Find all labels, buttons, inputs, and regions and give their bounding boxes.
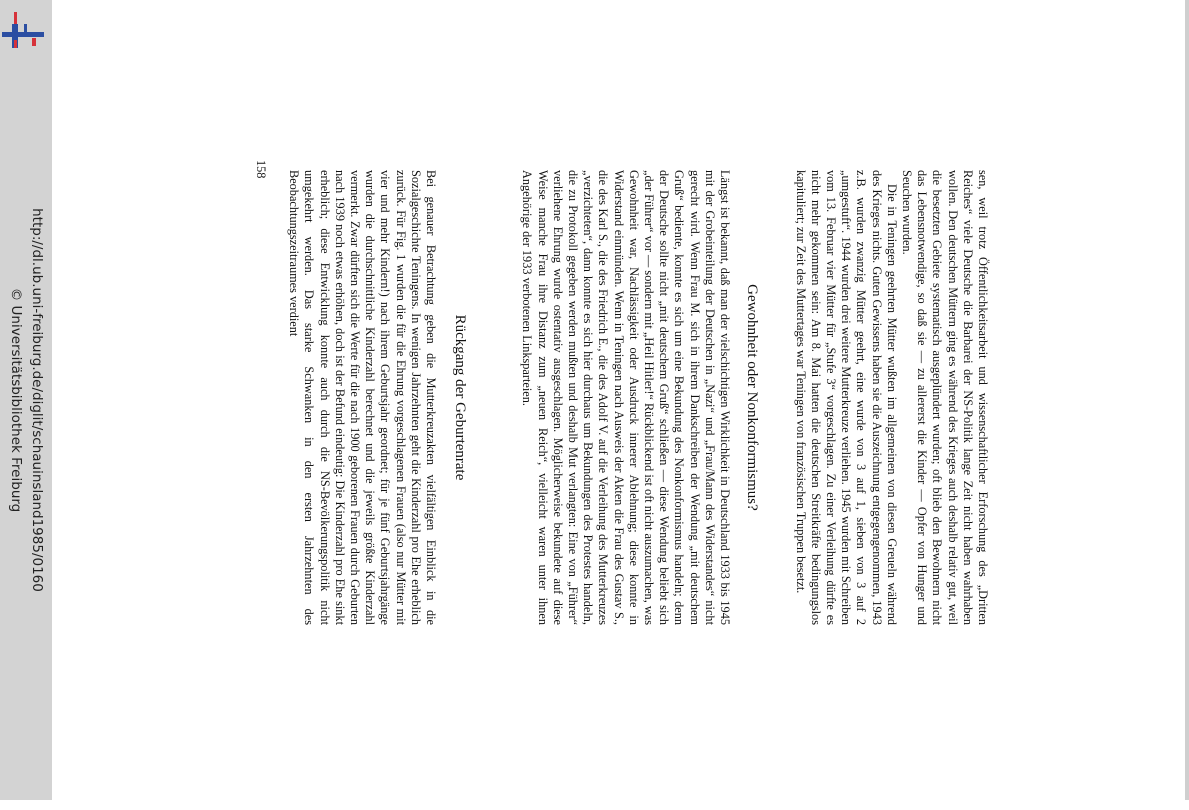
copyright-notice: © Universitätsbibliothek Freiburg bbox=[8, 287, 24, 513]
right-edge-border bbox=[1185, 0, 1189, 800]
scanned-page bbox=[250, 160, 990, 810]
paragraph: Längst ist bekannt, daß man der vielschichtigen Wirklichkeit in Deutschland 1933 bis 1945 mit der Grobeinteilung der Deutschen in „Nazi“ und „Frau/Mann des Widerstandes“ nicht gerecht wird. Wenn Frau M. sich in ihrem Dankschreiben der Wendung „mit deutschem Gruß“ bediente, konnte es sich um eine Bekundung des Nonkonformismus handeln; denn der Deutsche sollte nicht „mit deutschem Gruß“ schließen — diese Wendung beliebt sich „der Führer“ vor — sondern mit „Heil Hitler!“ Rückblickend ist oft nicht auszumachen, was Gewohnheit war, Nachlässigkeit oder Ausdruck innerer Ablehnung; diese konnte in Widerstand einmünden. Wenn in Teningen nach Ausweis der Akten die Frau des Gustav S., die des Karl S., die des Friedrich E., die des Adolf V. auf die Verleihung des Mutterkreuzes „verzichteten“, dann konnte es sich hier durchaus um Bekundungen des Protestes handeln, die zu Protokoll gegeben werden mußten und deshalb Mut verlangten: Eine von „Führer“ verliehene Ehrung wurde ostentativ ausgeschlagen. Möglicherweise bekundete auf diese Weise manche Frau ihre Distanz zum „neuen Reich“, vielleicht waren unter ihnen Angehörige der 1933 verbotenen Linksparteien. bbox=[520, 170, 732, 625]
section-heading-gewohnheit: Gewohnheit oder Nonkonformismus? bbox=[744, 284, 760, 511]
text-block-intro bbox=[792, 170, 990, 625]
text-block-gewohnheit bbox=[519, 170, 732, 625]
text-block-geburtenrate bbox=[286, 170, 438, 625]
paragraph: Bei genauer Betrachtung geben die Mutterkreuzakten vielfältigen Einblick in die Sozialgeschichte Teningens. In wenigen Jahrzehnten geht die Kinderzahl pro Ehe erheblich zurück. Für Fig. 1 wurden die für die Ehrung vorgeschlagenen Frauen (also nur Mütter mit vier und mehr Kindern!) nach ihrem Geburtsjahr geordnet; für je fünf Geburtsjahrgänge wurden die durchschnittliche Kinderzahl berechnet und die jeweils größte Kinderzahl vermerkt. Zwar dürften sich die Werte für die nach 1900 geborenen Frauen durch Geburten nach 1939 noch etwas erhöhen, doch ist der Befund eindeutig: Die Kinderzahl pro Ehe sinkt erheblich; diese Entwicklung konnte auch durch die NS-Bevölkerungspolitik nicht umgekehrt werden. Das starke Schwanken in den ersten Jahrzehnten des Beobachtungszeitraumes verdient bbox=[287, 170, 438, 625]
document-url[interactable]: http://dl.ub.uni-freiburg.de/diglit/schauinsland1985/0160 bbox=[29, 208, 45, 592]
paragraph: sen, weil trotz Öffentlichkeitsarbeit und wissenschaftlicher Erforschung des „Dritten Reiches“ viele Deutsche die Barbarei der NS-Politik lange Zeit nicht haben wahrhaben wollen. Den deutschen Müttern ging es während des Krieges auch deshalb relativ gut, weil die besetzten Gebiete systematisch ausgeplündert wurden; oft blieb den Bewohnern nicht das Lebensnotwendige, so daß sie — zu allererst die Kinder — Opfer von Hunger und Seuchen wurden. bbox=[899, 170, 990, 625]
viewer-sidebar bbox=[0, 0, 52, 800]
section-heading-geburtenrate: Rückgang der Geburtenrate bbox=[452, 314, 468, 481]
page-number: 158 bbox=[254, 160, 268, 179]
paragraph: Die in Teningen geehrten Mütter wußten im allgemeinen von diesen Greueln während des Krieges nichts. Guten Gewissens haben sie die Auszeichnung entgegengenommen, 1943 z.B. wurden zwanzig Mütter geehrt, eine wurde von 3 auf 1, sieben von 3 auf 2 „umgestuft“. 1944 wurden drei weitere Mutterkreuze verliehen. 1945 wurden mit Schreiben vom 13. Februar vier Mütter für „Stufe 3“ vorgeschlagen. Zu einer Verleihung dürfte es nicht mehr gekommen sein: Am 8. Mai hatten die deutschen Streitkräfte bedingungslos kapituliert; zur Zeit des Muttertages war Teningen von französischen Truppen besetzt. bbox=[793, 170, 899, 625]
